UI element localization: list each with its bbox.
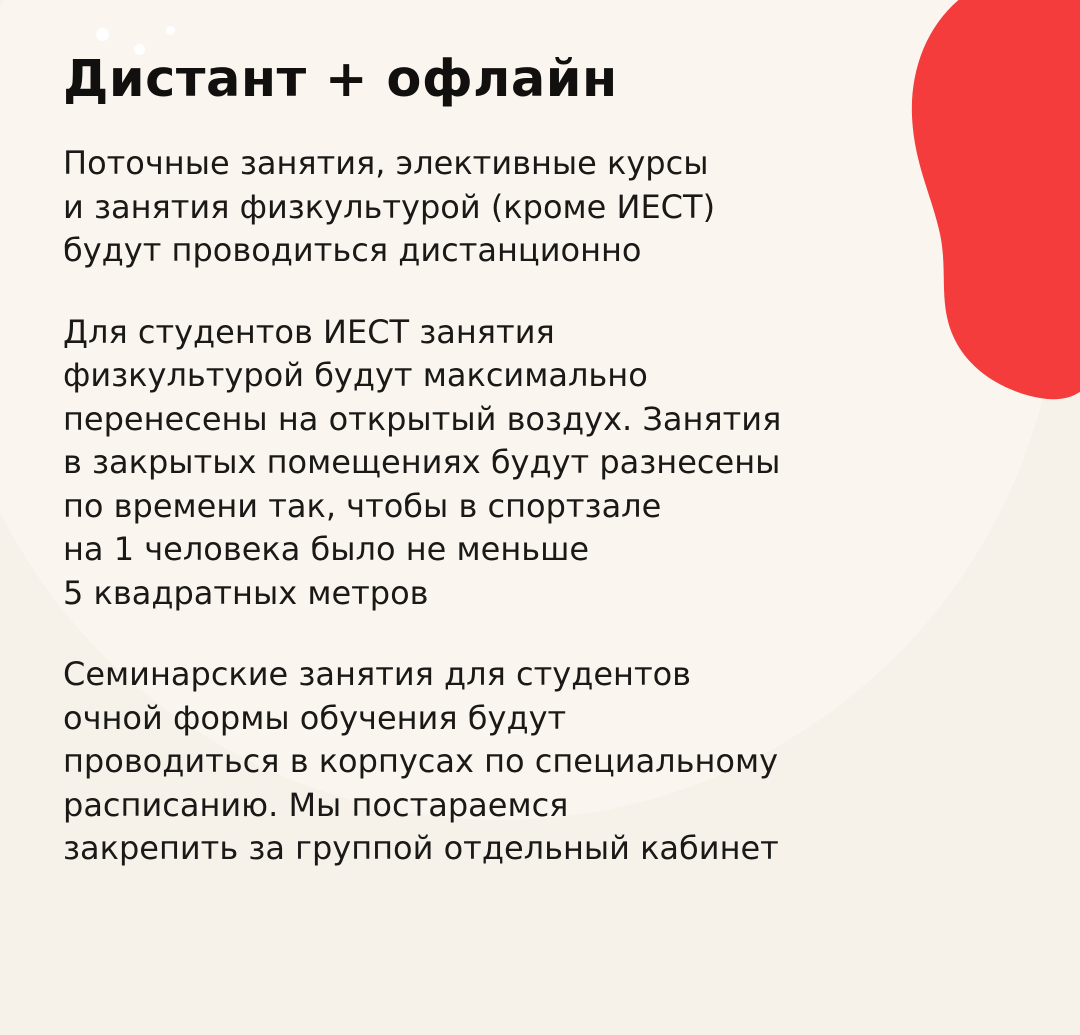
paragraph-line: и занятия физкультурой (кроме ИЕСТ) xyxy=(63,187,716,226)
paragraph-line: физкультурой будут максимально xyxy=(63,356,648,395)
page-title: Дистант + офлайн xyxy=(63,50,618,109)
paragraph-line: расписанию. Мы постараемся xyxy=(63,785,569,824)
paragraph-line: 5 квадратных метров xyxy=(63,573,429,612)
paragraph-line: в закрытых помещениях будут разнесены xyxy=(63,443,781,482)
paragraph-line: по времени так, чтобы в спортзале xyxy=(63,486,662,525)
paragraph-distance-learning xyxy=(63,142,1018,273)
paragraph-line: Семинарские занятия для студентов xyxy=(63,655,692,694)
paragraph-line: очной формы обучения будут xyxy=(63,698,567,737)
paragraph-line: перенесены на открытый воздух. Занятия xyxy=(63,399,782,438)
paragraph-line: Поточные занятия, элективные курсы xyxy=(63,144,709,183)
paragraph-line: закрепить за группой отдельный кабинет xyxy=(63,829,779,868)
paragraph-line: Для студентов ИЕСТ занятия xyxy=(63,312,555,351)
paragraph-seminars xyxy=(63,653,1018,871)
paragraph-line: на 1 человека было не меньше xyxy=(63,530,590,569)
paragraph-line: проводиться в корпусах по специальному xyxy=(63,742,779,781)
paragraph-line: будут проводиться дистанционно xyxy=(63,231,642,270)
paragraph-physical-education xyxy=(63,311,1018,616)
